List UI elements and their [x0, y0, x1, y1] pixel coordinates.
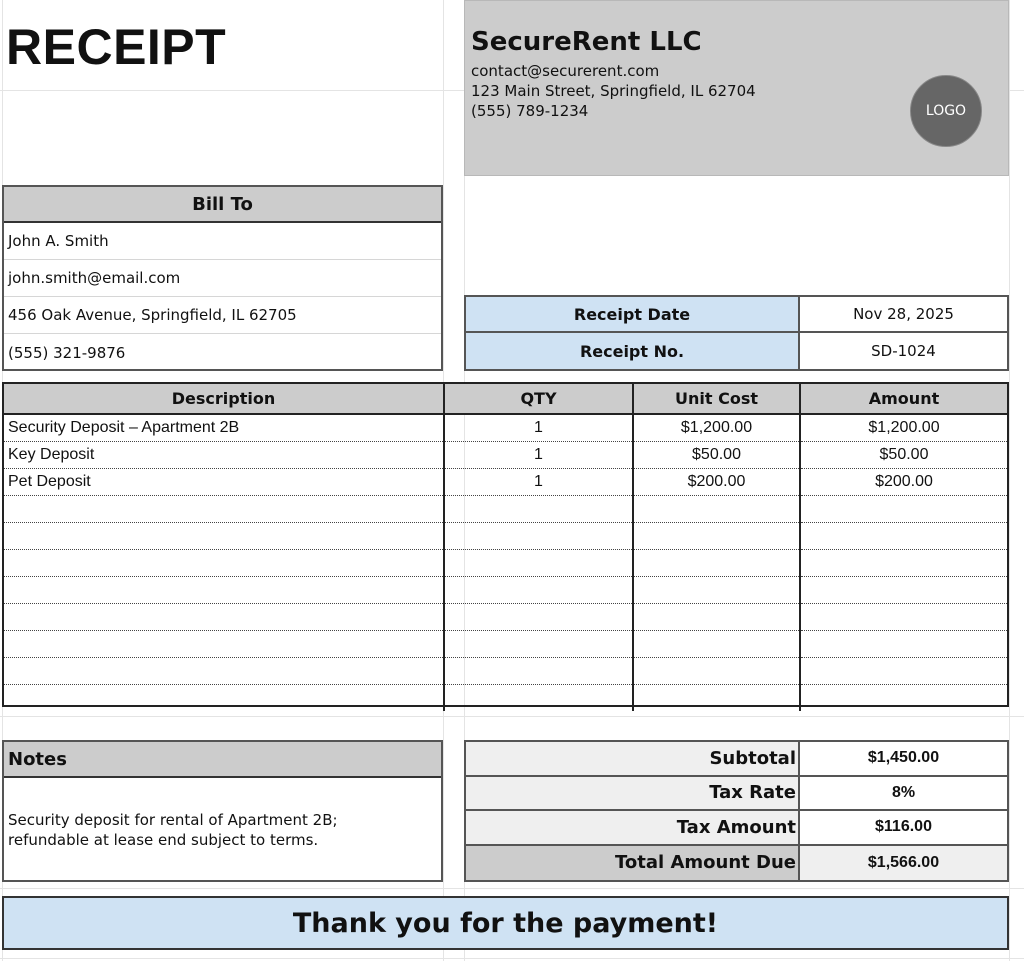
bill-to-address: 456 Oak Avenue, Springfield, IL 62705 — [4, 297, 441, 334]
item-unit-cost: $200.00 — [633, 469, 800, 496]
item-description — [4, 685, 444, 712]
item-unit-cost: $50.00 — [633, 442, 800, 469]
table-row — [4, 414, 1007, 442]
item-description — [4, 550, 444, 577]
receipt-number-label: Receipt No. — [466, 333, 800, 369]
item-qty — [444, 631, 633, 658]
item-qty — [444, 550, 633, 577]
bill-to-heading: Bill To — [4, 187, 441, 223]
items-table — [2, 382, 1009, 707]
table-row — [4, 604, 1007, 631]
item-description: Pet Deposit — [4, 469, 444, 496]
bill-to-name: John A. Smith — [4, 223, 441, 260]
item-qty — [444, 658, 633, 685]
item-unit-cost — [633, 523, 800, 550]
item-amount — [800, 496, 1007, 523]
bill-to-email: john.smith@email.com — [4, 260, 441, 297]
receipt-number-value: SD-1024 — [871, 342, 936, 360]
item-description — [4, 577, 444, 604]
item-amount: $200.00 — [800, 469, 1007, 496]
grid-line — [0, 958, 1024, 959]
column-header-amount: Amount — [800, 384, 1007, 414]
table-row — [4, 577, 1007, 604]
item-description — [4, 631, 444, 658]
item-qty — [444, 685, 633, 712]
item-description — [4, 523, 444, 550]
receipt-title: RECEIPT — [6, 19, 227, 75]
notes-heading: Notes — [4, 742, 441, 778]
receipt-date-label: Receipt Date — [466, 297, 800, 333]
table-row — [4, 631, 1007, 658]
grid-line — [0, 716, 1024, 717]
notes-text — [8, 810, 428, 850]
subtotal-value: $1,450.00 — [800, 742, 1007, 777]
notes-line: Security deposit for rental of Apartment 2B; — [8, 811, 338, 829]
receipt-meta — [464, 295, 1009, 371]
item-amount: $50.00 — [800, 442, 1007, 469]
item-description: Security Deposit – Apartment 2B — [4, 414, 444, 442]
item-unit-cost — [633, 631, 800, 658]
item-unit-cost — [633, 496, 800, 523]
bill-to-section — [2, 185, 443, 371]
item-description — [4, 658, 444, 685]
item-amount: $1,200.00 — [800, 414, 1007, 442]
column-header-unit-cost: Unit Cost — [633, 384, 800, 414]
tax-amount-label: Tax Amount — [466, 811, 800, 846]
company-address: 123 Main Street, Springfield, IL 62704 — [471, 82, 756, 100]
table-row — [4, 658, 1007, 685]
items-header-row — [4, 384, 1007, 414]
column-header-description: Description — [4, 384, 444, 414]
item-qty — [444, 604, 633, 631]
item-description — [4, 496, 444, 523]
thank-you-banner: Thank you for the payment! — [2, 896, 1009, 950]
total-due-label: Total Amount Due — [466, 846, 800, 881]
table-row — [4, 496, 1007, 523]
item-qty: 1 — [444, 442, 633, 469]
tax-rate-label: Tax Rate — [466, 777, 800, 812]
item-unit-cost — [633, 658, 800, 685]
company-phone: (555) 789-1234 — [471, 102, 589, 120]
item-qty: 1 — [444, 414, 633, 442]
table-row — [4, 550, 1007, 577]
item-unit-cost — [633, 685, 800, 712]
item-amount — [800, 631, 1007, 658]
tax-amount-value: $116.00 — [800, 811, 1007, 846]
tax-rate-value: 8% — [800, 777, 1007, 812]
grid-line — [0, 888, 1024, 889]
item-qty — [444, 496, 633, 523]
item-unit-cost — [633, 577, 800, 604]
logo-placeholder: LOGO — [910, 75, 982, 147]
table-row — [4, 523, 1007, 550]
item-qty — [444, 577, 633, 604]
totals-section — [464, 740, 1009, 882]
item-qty — [444, 523, 633, 550]
total-due-value: $1,566.00 — [800, 846, 1007, 881]
table-row — [4, 442, 1007, 469]
subtotal-label: Subtotal — [466, 742, 800, 777]
table-row — [4, 469, 1007, 496]
bill-to-phone: (555) 321-9876 — [8, 343, 126, 362]
company-name: SecureRent LLC — [471, 27, 702, 57]
item-amount — [800, 685, 1007, 712]
company-email: contact@securerent.com — [471, 62, 660, 80]
item-amount — [800, 550, 1007, 577]
table-row — [4, 685, 1007, 712]
item-unit-cost — [633, 604, 800, 631]
item-amount — [800, 658, 1007, 685]
receipt-date-value: Nov 28, 2025 — [800, 297, 1007, 333]
company-block — [464, 0, 1009, 176]
notes-line: refundable at lease end subject to terms. — [8, 831, 319, 849]
item-description: Key Deposit — [4, 442, 444, 469]
notes-section — [2, 740, 443, 882]
item-amount — [800, 523, 1007, 550]
item-qty: 1 — [444, 469, 633, 496]
item-unit-cost: $1,200.00 — [633, 414, 800, 442]
column-header-qty: QTY — [444, 384, 633, 414]
item-unit-cost — [633, 550, 800, 577]
grid-line — [1009, 0, 1010, 961]
item-amount — [800, 604, 1007, 631]
item-description — [4, 604, 444, 631]
item-amount — [800, 577, 1007, 604]
